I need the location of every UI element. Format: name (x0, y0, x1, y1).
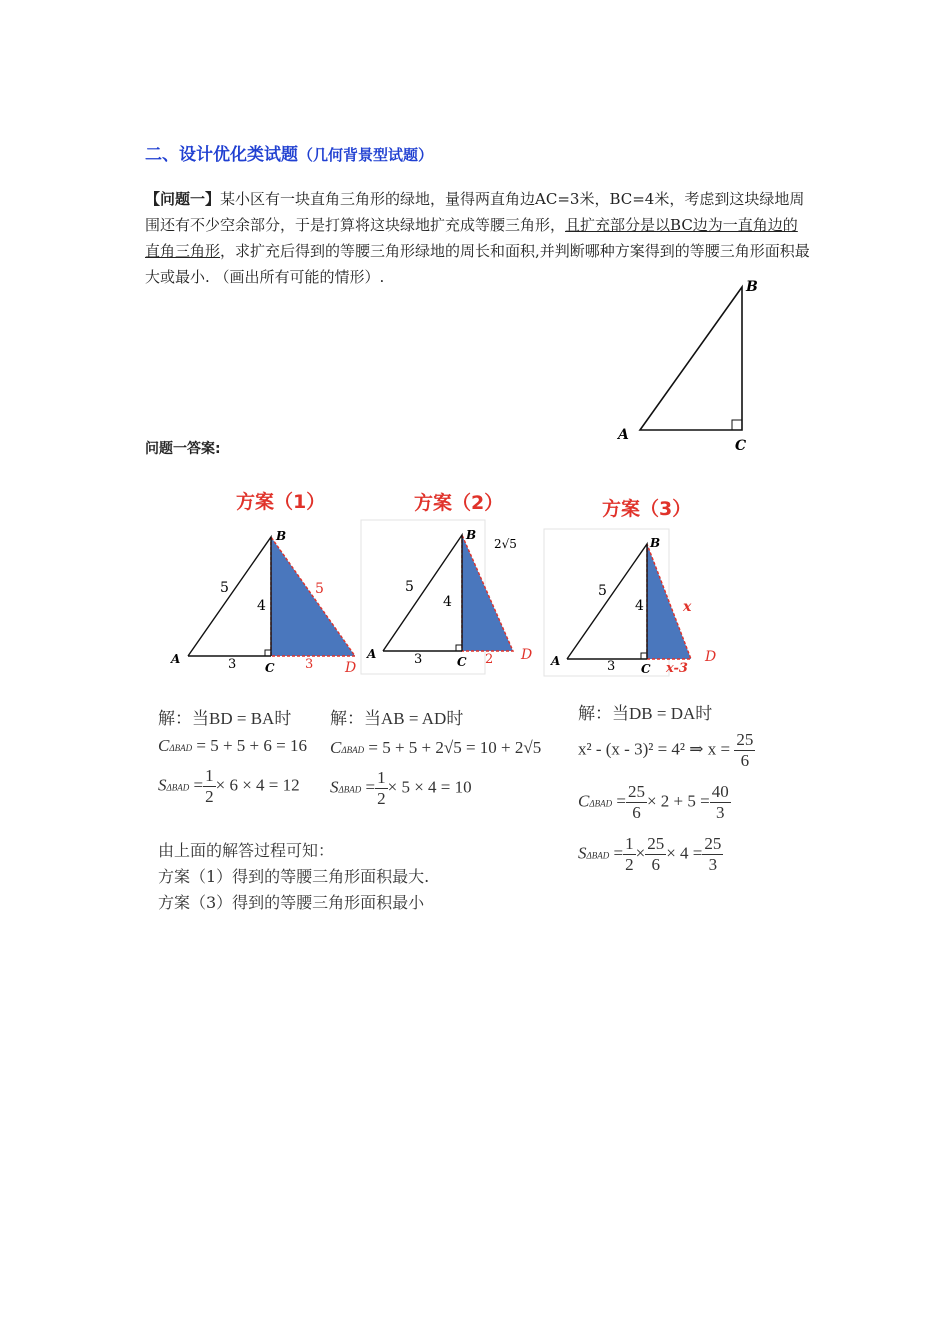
solution-2-s-denominator: 2 (377, 789, 386, 808)
scheme-2-right-angle (456, 645, 462, 651)
main-label-b: B (746, 279, 758, 295)
scheme-1-label-bc: 4 (257, 598, 266, 614)
scheme-3-label-d: D (705, 649, 717, 665)
solution-3-s-result-denominator: 3 (708, 855, 718, 874)
solution-3-equation-left: x² - (x - 3)² = 4² ⇒ x = (578, 739, 731, 759)
solution-3-x-denominator: 6 (740, 751, 750, 770)
scheme-1-triangle (188, 537, 271, 656)
answer-label: 问题一答案: (145, 441, 221, 457)
solution-3-c-result-denominator: 3 (715, 803, 725, 822)
main-triangle-figure (610, 275, 770, 460)
section-title (145, 140, 433, 165)
solution-3-c-middle: × 2 + 5 = (646, 791, 710, 811)
solution-1-perimeter (158, 736, 307, 756)
solution-1-s-symbol: S (158, 775, 167, 795)
scheme-3-title: 方案（3） (602, 498, 692, 520)
scheme-2-extension (462, 535, 513, 651)
solution-2-area: SΔBAD = $\frac{1}{2}$ × 5 × 4 = 10 (330, 768, 472, 808)
solution-1-c-subscript: ΔBAD (169, 743, 193, 753)
conclusion-line-2: 方案（1）得到的等腰三角形面积最大. (158, 867, 430, 886)
solution-3-c-numerator: 25 (627, 782, 645, 801)
scheme-3-label-bc: 4 (635, 598, 644, 614)
solution-2-perimeter (330, 738, 541, 758)
solution-3-s-result-numerator: 25 (704, 834, 722, 853)
solution-3-c-equals: = (616, 791, 626, 811)
problem-text-b: ，求扩充后得到的等腰三角形绿地的周长和面积,并判断哪种方案得到的等腰三角形面积最大或最小. （画出所有可能的情形）. (145, 242, 810, 286)
right-angle-mark (732, 420, 742, 430)
solution-3-s-symbol: S (578, 843, 587, 863)
solution-3-c-fraction (626, 782, 647, 823)
problem-text-underlined: 且扩充部分是以BC边为一直角边的直角三角形 (145, 216, 798, 260)
solution-3-c-result-numerator: 40 (711, 782, 729, 801)
solution-3-c-subscript: ΔBAD (589, 798, 613, 809)
scheme-2-label-c: C (457, 655, 467, 669)
scheme-2-label-ab: 5 (405, 579, 414, 595)
solution-2-c-expression: = 5 + 5 + 2√5 = 10 + 2√5 (368, 738, 542, 757)
scheme-1-label-ac: 3 (228, 657, 237, 672)
solution-1-c-symbol: C (158, 736, 170, 755)
scheme-2-figure (360, 519, 540, 677)
scheme-2-label-d: D (521, 647, 533, 663)
solution-1-s-fraction (203, 766, 216, 807)
scheme-2-title: 方案（2） (414, 492, 504, 514)
scheme-2-label-a: A (367, 647, 377, 661)
solution-3-s-result (702, 834, 723, 875)
solution-3-x-numerator: 25 (736, 730, 754, 749)
solution-3-s-fraction-2 (645, 834, 666, 875)
solution-3-s-denominator-2: 6 (651, 855, 660, 874)
solution-2-s-expression: × 5 × 4 = 10 (387, 777, 472, 797)
solution-3-area (578, 834, 723, 875)
scheme-2-label-bd: 2√5 (494, 537, 517, 551)
scheme-2-label-b: B (466, 528, 477, 542)
solution-1-s-denominator: 2 (205, 787, 214, 806)
scheme-3-label-a: A (551, 654, 561, 668)
solution-2-c-subscript: ΔBAD (341, 745, 365, 755)
solution-3-s-times: × (635, 843, 646, 863)
scheme-2-triangle (383, 535, 462, 651)
problem-text-a: 某小区有一块直角三角形的绿地，量得两直角边AC=3米，BC=4米，考虑到这块绿地周围还有不少空余部分，于是打算将这块绿地扩充成等腰三角形， (145, 190, 805, 234)
scheme-2-label-bc: 4 (443, 594, 452, 610)
scheme-1-label-cd: 3 (305, 657, 314, 672)
solution-3-c-result (710, 782, 731, 823)
conclusion (158, 838, 429, 916)
section-title-sub: （几何背景型试题） (298, 146, 434, 164)
main-label-c: C (735, 438, 747, 454)
problem-tag: 【问题一】 (145, 190, 221, 208)
scheme-1-label-bd: 5 (315, 581, 324, 597)
solution-3-s-middle: × 4 = (666, 843, 703, 863)
conclusion-line-3: 方案（3）得到的等腰三角形面积最小 (158, 893, 425, 912)
solution-3-condition: 解：当DB = DA时 (578, 704, 713, 723)
scheme-1-right-angle (265, 650, 271, 656)
scheme-1-title: 方案（1） (236, 491, 326, 513)
scheme-3-label-cd: x-3 (666, 661, 688, 676)
scheme-1-label-c: C (265, 661, 275, 675)
solution-2-c-symbol: C (330, 738, 342, 757)
solution-3-c-denominator: 6 (632, 803, 641, 822)
solution-3-c-symbol: C (578, 791, 590, 811)
solution-3-s-denominator-1: 2 (625, 855, 634, 874)
solution-3-perimeter (578, 782, 731, 823)
solution-2-s-symbol: S (330, 777, 339, 797)
scheme-2-label-ac: 3 (414, 652, 423, 667)
scheme-1-figure (162, 520, 360, 680)
main-triangle (640, 287, 742, 430)
solution-1-s-subscript: ΔBAD (166, 782, 190, 793)
scheme-3-label-c: C (641, 662, 651, 676)
solution-2-s-numerator: 1 (377, 768, 386, 787)
scheme-3-label-ac: 3 (607, 659, 616, 674)
scheme-2-label-cd: 2 (485, 652, 494, 667)
solution-2-s-subscript: ΔBAD (338, 784, 362, 795)
scheme-3-figure (543, 528, 728, 678)
scheme-1-label-d: D (345, 660, 357, 676)
solution-3-s-fraction-1 (623, 834, 636, 875)
solution-1-s-expression: × 6 × 4 = 12 (215, 775, 300, 795)
scheme-3-label-ab: 5 (598, 583, 607, 599)
scheme-1-extension (271, 537, 355, 656)
scheme-1-label-b: B (276, 529, 287, 543)
solution-2-s-fraction (375, 768, 388, 809)
solution-2-condition: 解：当AB = AD时 (330, 709, 464, 728)
solution-1-s-numerator: 1 (205, 766, 214, 785)
solution-3-s-equals: = (613, 843, 624, 863)
solution-1-c-expression: = 5 + 5 + 6 = 16 (196, 736, 307, 755)
conclusion-line-1: 由上面的解答过程可知： (158, 841, 335, 860)
section-title-main: 二、设计优化类试题 (145, 145, 298, 165)
solution-1-condition: 解：当BD = BA时 (158, 709, 292, 728)
scheme-3-right-angle (641, 653, 647, 659)
scheme-1-label-ab: 5 (220, 580, 229, 596)
solution-1-area: SΔBAD = $\frac{1}{2}$ × 6 × 4 = 12 (158, 766, 300, 806)
scheme-3-label-bd: x (683, 599, 692, 615)
solution-3-s-subscript: ΔBAD (586, 850, 610, 861)
solution-3-x-fraction (734, 730, 755, 771)
scheme-3-label-b: B (650, 536, 661, 550)
solution-3-equation (578, 730, 755, 771)
solution-3-s-numerator-1: 1 (625, 834, 634, 853)
solution-3-s-numerator-2: 25 (647, 834, 665, 853)
main-label-a: A (618, 427, 629, 443)
scheme-1-label-a: A (171, 652, 181, 666)
